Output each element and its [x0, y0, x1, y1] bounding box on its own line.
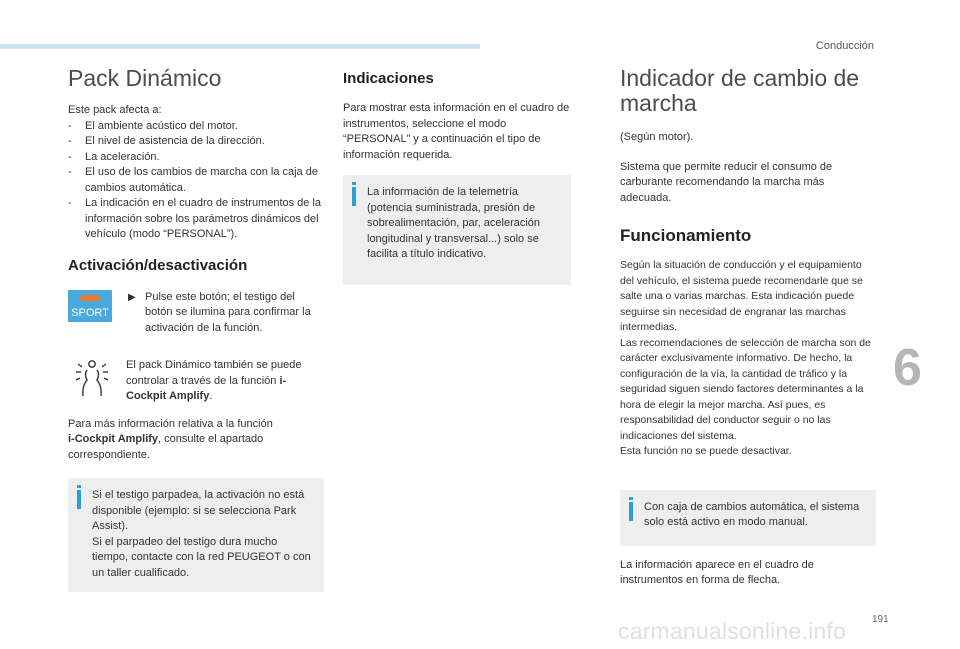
icockpit-name: i-Cockpit Amplify: [126, 374, 287, 402]
step-marker-icon: ▶: [128, 291, 136, 303]
effects-list: [68, 119, 324, 243]
icockpit-text-after: .: [209, 390, 213, 402]
automatic-gearbox-note: [620, 490, 876, 546]
warning-note: [68, 478, 324, 592]
info-icon-dot: [629, 497, 633, 500]
chapter-number: 6: [893, 339, 922, 397]
indicaciones-heading: Indicaciones: [343, 70, 434, 87]
activation-heading: Activación/desactivación: [68, 256, 248, 274]
gear-indicator-description: Sistema que permite reducir el consumo de carburante recomendando la marcha más adecuada.: [620, 160, 833, 204]
sport-instruction-text: Pulse este botón; el testigo del botón se ilumina para confirmar la activación de la función.: [145, 290, 311, 334]
sport-instruction: [128, 290, 324, 337]
section-label: Conducción: [815, 40, 874, 52]
more-info-after: , consulte el apartado correspondiente.: [68, 433, 264, 461]
automatic-gearbox-note-text: Con caja de cambios automática, el sistema solo está activo en modo manual.: [644, 500, 860, 528]
telemetry-note: [343, 175, 571, 285]
column-indicaciones: [343, 60, 571, 285]
sport-button-label: SPORT: [71, 306, 109, 319]
info-icon-dot: [352, 182, 356, 185]
list-item: - El nivel de asistencia de la dirección.: [68, 134, 324, 150]
note-line-2: Si el parpadeo del testigo dura mucho tiempo, contacte con la red PEUGEOT o con un taller cualificado.: [92, 535, 311, 579]
operation-paragraph-1: Según la situación de conducción y el equipamiento del vehículo, el sistema puede recomendarle que se salte una o varias marchas. Esta indicación puede seguirse sin necesidad de engranar las marchas intermedias.: [620, 259, 863, 333]
watermark: carmanualsonline.info: [618, 618, 846, 644]
sport-button-icon: [68, 290, 112, 322]
top-accent-bar: [0, 44, 480, 49]
final-text: La información aparece en el cuadro de instrumentos en forma de flecha.: [620, 558, 814, 586]
list-item: - El ambiente acústico del motor.: [68, 119, 324, 135]
info-icon: [77, 490, 81, 509]
column-indicador-cambio: [620, 60, 876, 589]
more-info-name: i-Cockpit Amplify: [68, 433, 159, 445]
indicaciones-text: Para mostrar esta información en el cuadro de instrumentos, seleccione el modo “PERSONAL” y a continuación el tipo de información requerida.: [343, 102, 570, 161]
list-item: - La indicación en el cuadro de instrumentos de la información sobre los parámetros dinámicos del vehículo (modo “PERSONAL”).: [68, 196, 324, 243]
page-number: 191: [872, 614, 889, 625]
sport-row: [68, 290, 324, 337]
info-icon-dot: [77, 485, 81, 488]
icockpit-row: [68, 358, 324, 405]
operation-paragraph-2: Las recomendaciones de selección de marcha son de carácter exclusivamente informativo. De hecho, la configuración de la vía, la cantidad de tráfico y la seguridad siguen siendo factores determinantes a la hora de elegir la mejor marcha. Así pues, es responsabilidad del conductor seguir o no las indicaciones del sistema.: [620, 336, 871, 442]
note-line-1: Si el testigo parpadea, la activación no está disponible (ejemplo: si se selecciona Park Assist).: [92, 489, 305, 532]
column-pack-dinamico: [68, 60, 324, 592]
more-info-before: Para más información relativa a la función: [68, 417, 273, 430]
info-icon: [352, 187, 356, 206]
sport-led-indicator: [80, 295, 100, 301]
more-info-text: [68, 417, 324, 464]
i-cockpit-person-icon: [74, 358, 110, 398]
telemetry-note-text: La información de la telemetría (potencia suministrada, presión de sobrealimentación, par, aceleración longitudinal y transversal...) solo se facilita a título indicativo.: [367, 186, 541, 260]
intro-text: Este pack afecta a:: [68, 104, 162, 116]
list-item: - La aceleración.: [68, 150, 324, 166]
icockpit-text-before: El pack Dinámico también se puede controlar a través de la función: [126, 359, 302, 387]
gear-indicator-title: Indicador de cambio de marcha: [620, 65, 860, 116]
list-item: - El uso de los cambios de marcha con la caja de cambios automática.: [68, 165, 324, 196]
icockpit-text: [126, 358, 324, 405]
funcionamiento-heading: Funcionamiento: [620, 226, 752, 245]
pack-dinamico-title: Pack Dinámico: [68, 65, 222, 91]
engine-note: (Según motor).: [620, 131, 694, 143]
info-icon: [629, 502, 633, 521]
operation-paragraph-3: Esta función no se puede desactivar.: [620, 445, 792, 457]
